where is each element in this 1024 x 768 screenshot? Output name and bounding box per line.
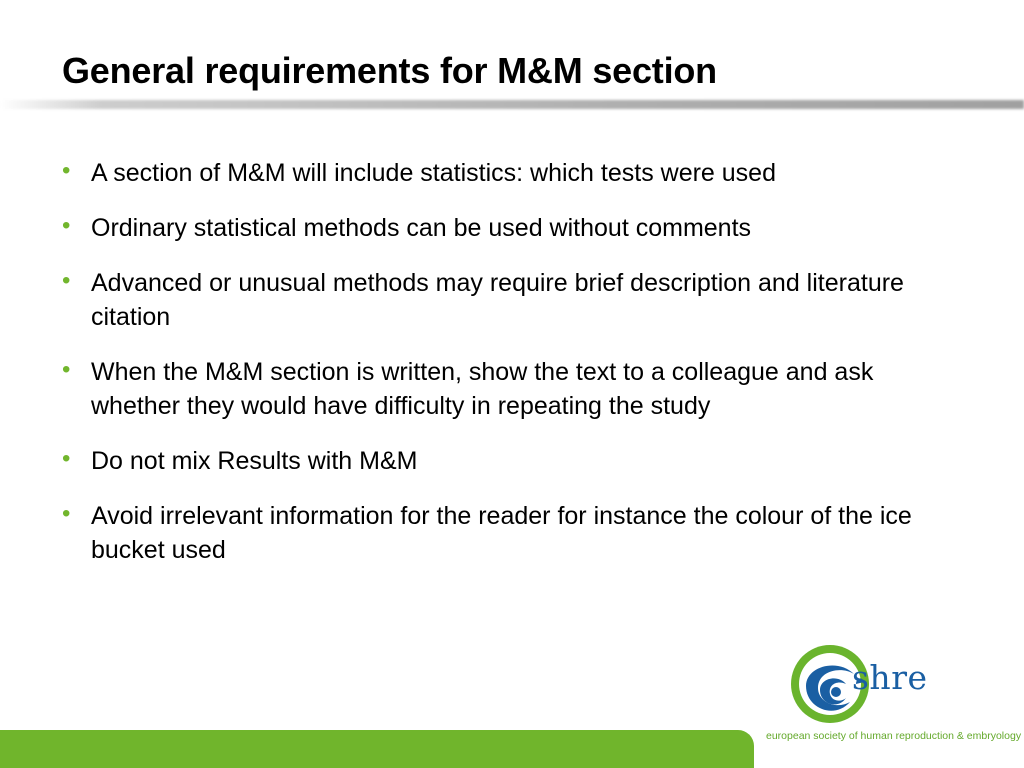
bullet-icon: •	[62, 267, 71, 294]
bullet-text: Advanced or unusual methods may require brief description and literature citation	[91, 269, 904, 331]
bullet-item	[62, 499, 962, 567]
footer-green-bar	[0, 730, 754, 768]
bullet-list	[62, 156, 962, 588]
bullet-text: Ordinary statistical methods can be used without comments	[91, 214, 752, 242]
bullet-text: Do not mix Results with M&M	[91, 447, 418, 475]
bullet-text: A section of M&M will include statistics: which tests were used	[91, 159, 776, 187]
bullet-text: When the M&M section is written, show the text to a colleague and ask whether they would have difficulty in repeating the study	[91, 358, 874, 420]
bullet-icon: •	[62, 445, 71, 472]
logo-wordmark: shre	[852, 658, 928, 697]
bullet-text: Avoid irrelevant information for the reader for instance the colour of the ice bucket used	[91, 502, 912, 564]
logo-tagline: european society of human reproduction & embryology	[766, 730, 1022, 742]
bullet-icon: •	[62, 500, 71, 527]
title-divider	[0, 100, 1024, 109]
bullet-item	[62, 211, 962, 245]
bullet-item	[62, 444, 962, 478]
bullet-icon: •	[62, 157, 71, 184]
bullet-icon: •	[62, 212, 71, 239]
bullet-item	[62, 355, 962, 423]
bullet-icon: •	[62, 356, 71, 383]
bullet-item	[62, 266, 962, 334]
slide-title: General requirements for M&M section	[62, 50, 717, 91]
bullet-item	[62, 156, 962, 190]
